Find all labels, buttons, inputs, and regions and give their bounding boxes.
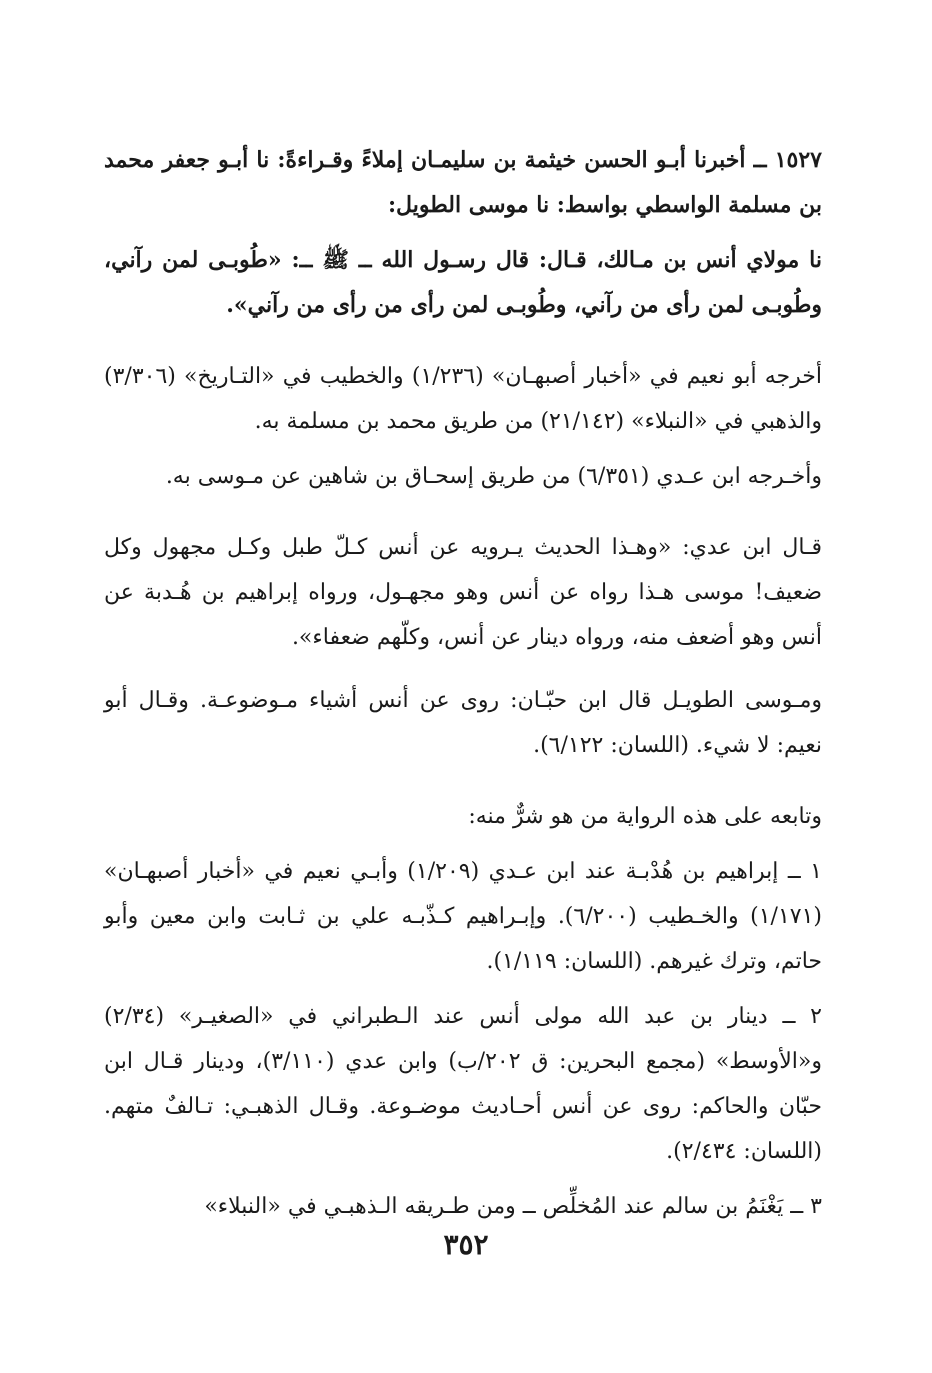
hadith-isnad: ١٥٢٧ ــ أخبرنا أبـو الحسن خيثمة بن سليمـان إملاءً وقـراءةً: نا أبـو جعفر محمد بن مسلمة الواسطي بواسط: نا موسى الطويل: bbox=[104, 147, 822, 218]
page-body bbox=[104, 138, 822, 1229]
commentary-ibn-adi-quote: قـال ابن عدي: «وهـذا الحديث يـرويه عن أنس كـلّ طبل وكـل مجهول وكل ضعيف! موسى هـذا رواه عن أنس وهو مجهـول، ورواه إبراهيم بن هُـدبة عن أنس وهو أضعف منه، ورواه دينار عن أنس، وكلّهم ضعفاء». bbox=[104, 535, 822, 650]
page-number: ٣٥٢ bbox=[443, 1228, 489, 1261]
commentary-follower-2: ٢ ــ دينار بن عبد الله مولى أنس عند الـطبراني في «الصغيـر» (٢/٣٤) و«الأوسط» (مجمع البحرين: ق ٢٠٢/ب) وابن عدي (٣/١١٠)، ودينار قـال ابن حبّان والحاكم: روى عن أنس أحـاديث موضـوعة. وقـال الذهبـي: تـالفٌ متهم. (اللسان: ٢/٤٣٤). bbox=[104, 1004, 822, 1164]
commentary-followers-intro: وتابعه على هذه الرواية من هو شرٌّ منه: bbox=[468, 804, 822, 829]
commentary-takhrij: أخرجه أبو نعيم في «أخبار أصبهـان» (١/٢٣٦) والخطيب في «التـاريخ» (٣/٣٠٦) والذهبي في «النبلاء» (٢١/١٤٢) من طريق محمد بن مسلمة به. bbox=[104, 364, 822, 434]
commentary-follower-3: ٣ ــ يَغْنَمُ بن سالم عند المُخلِّص ــ ومن طـريقه الـذهبـي في «النبلاء» bbox=[204, 1194, 822, 1219]
commentary-follower-1: ١ ــ إبراهيم بن هُدْبـة عند ابن عـدي (١/٢٠٩) وأبـي نعيم في «أخبار أصبهـان» (١/١٧١) والخـطيب (٦/٢٠٠). وإبـراهيم كـذّبـه علي بن ثـابت وابن معين وأبو حاتم، وترك غيرهم. (اللسان: ١/١١٩). bbox=[104, 859, 822, 974]
commentary-musa-tawil: ومـوسى الطويـل قال ابن حبّـان: روى عن أنس أشياء مـوضوعـة. وقـال أبو نعيم: لا شيء. (اللسان: ٦/١٢٢). bbox=[104, 688, 822, 758]
hadith-matn: نا مولاي أنس بن مـالك، قـال: قال رسـول الله ــ ﷺ ــ: «طُوبـى لمن رآني، وطُوبـى لمن رأى من رآني، وطُوبـى لمن رأى من رأى من رآني». bbox=[104, 247, 822, 318]
commentary-ibn-adi-takhrij: وأخـرجه ابن عـدي (٦/٣٥١) من طريق إسحـاق بن شاهين عن مـوسى به. bbox=[165, 464, 822, 489]
